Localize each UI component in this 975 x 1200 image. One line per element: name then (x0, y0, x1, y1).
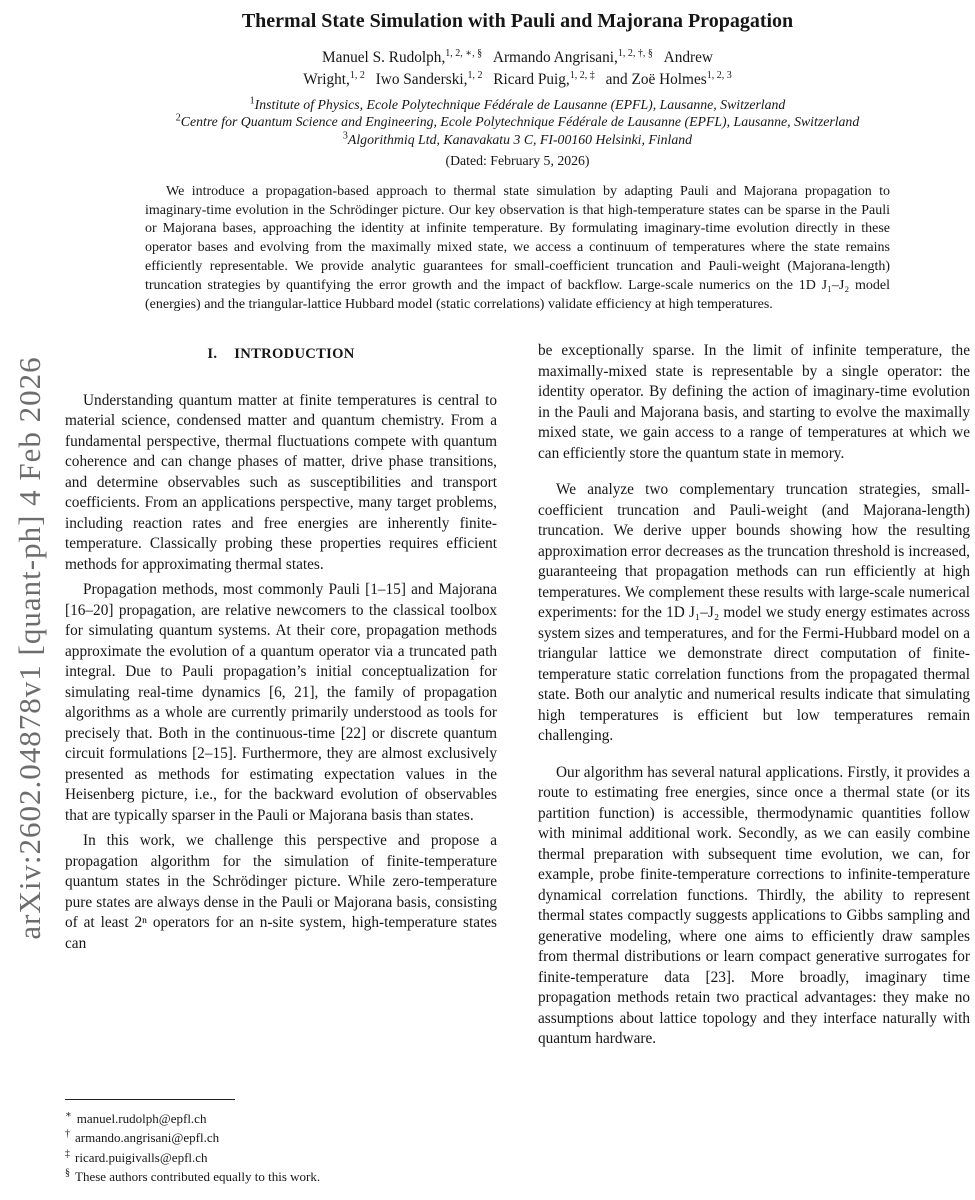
author-affiliation-marks: 1, 2, †, § (617, 47, 653, 59)
left-column (65, 341, 497, 1066)
author-name: Andrew (663, 49, 713, 66)
paragraph: In this work, we challenge this perspective and propose a propagation algorithm for the simulation of finite-temperature quantum states in the Schrödinger picture. While zero-temperature pure states are always dense in the Pauli or Majorana basis, consisting of at least 2ⁿ operators for an n-site system, high-temperature states can (65, 832, 497, 952)
paragraph: Understanding quantum matter at finite temperatures is central to material science, condensed matter and quantum chemistry. From a fundamental perspective, thermal fluctuations compete with quantum coherence and can change phases of matter, drive phase transitions, and determine observables such as susceptibilities and transport coefficients. From an applications perspective, many target problems, including reaction rates and free energies are inherently finite-temperature. Classically probing these properties requires efficient methods for approximating thermal states. (65, 391, 497, 573)
affiliation-number: 2 (175, 112, 181, 124)
footnote-marker: ∗ (65, 1109, 72, 1121)
footnote-item (65, 1128, 497, 1147)
footnote-marker: † (65, 1128, 70, 1140)
section-heading (65, 344, 497, 365)
section-title: INTRODUCTION (234, 346, 355, 363)
author-name: and Zoë Holmes (605, 70, 707, 88)
footnote-email: ricard.puigivalls@epfl.ch (75, 1149, 208, 1165)
author (303, 71, 365, 88)
footnote-marker: ‡ (65, 1148, 70, 1160)
affiliation-number: 3 (342, 130, 348, 141)
author-affiliation-marks: 1, 2, ∗, § (445, 47, 483, 59)
page-content (65, 0, 970, 1066)
author-affiliation-marks: 1, 2, 3 (706, 69, 732, 81)
author-affiliation-marks: 1, 2 (349, 69, 365, 81)
author-line (65, 69, 970, 91)
footnote-marker: § (65, 1167, 70, 1179)
author-name: Wright, (303, 70, 350, 88)
section-number: I. (207, 346, 218, 363)
footnote-item (65, 1109, 497, 1128)
author (493, 71, 594, 88)
paragraph: We analyze two complementary truncation strategies, small-coefficient truncation and Pauli-weight (and Majorana-length) truncation. We derive upper bounds showing how the resulting approximation error decreases as the truncation threshold is increased, guaranteeing that propagation methods can run efficiently at high temperatures. We complement these results with large-scale numerical experiments: for the 1D J₁–J₂ model we study energy estimates across system sizes and temperatures, and for the Fermi-Hubbard model on a triangular lattice we demonstrate direct computation of finite-temperature static correlation functions from the propagated thermal state. Both our analytic and numerical results indicate that simulating high temperatures is efficient but low temperatures remain challenging. (538, 481, 970, 745)
paragraph: Propagation methods, most commonly Pauli [1–15] and Majorana [16–20] propagation, are relative newcomers to the classical toolbox for simulating quantum systems. At their core, propagation methods approximate the evolution of a quantum operator via a truncated path integral. Due to Pauli propagation’s initial conceptualization for simulating real-time dynamics [6, 21], the family of propagation algorithms as a whole are currently primarily understood as tools for precisely that. Both in the continuous-time [22] or discrete quantum circuit formulations [2–15]. Furthermore, they are almost exclusively presented as methods for estimating expectation values in the Heisenberg picture, i.e., for the backward evolution of observables that are typically sparser in the Pauli or Majorana basis than states. (65, 581, 497, 824)
date-line: (Dated: February 5, 2026) (445, 152, 590, 168)
affiliation-text: Institute of Physics, Ecole Polytechnique Fédérale de Lausanne (EPFL), Lausanne, Switzerland (254, 97, 786, 112)
author-affiliation-marks: 1, 2, ‡ (569, 69, 595, 81)
paragraph: be exceptionally sparse. In the limit of infinite temperature, the maximally-mixed state is representable by a single operator: the identity operator. By defining the action of imaginary-time evolution in the Pauli and Majorana basis, and starting to evolve the maximally mixed state, we gain access to a range of temperatures at which we can efficiently store the quantum state in memory. (538, 342, 970, 462)
author-name: Ricard Puig, (493, 70, 570, 88)
affiliation-text: Algorithmiq Ltd, Kanavakatu 3 C, FI-00160 Helsinki, Finland (347, 131, 693, 147)
author (322, 49, 482, 66)
author-affiliation-marks: 1, 2 (467, 69, 483, 81)
footnote-item (65, 1167, 497, 1186)
right-column (538, 341, 970, 1066)
arxiv-watermark: arXiv:2602.04878v1 [quant-ph] 4 Feb 2026 (12, 356, 47, 940)
abstract-text: We introduce a propagation-based approach to thermal state simulation by adapting Pauli and Majorana propagation to imaginary-time evolution in the Schrödinger picture. Our key observation is that high-temperature states can be sparse in the Pauli or Majorana bases, approaching the identity at infinite temperature. By formulating imaginary-time evolution directly in these operator bases and evolving from the maximally mixed state, we access a continuum of temperatures where the state remains efficiently representable. We provide analytic guarantees for small-coefficient truncation and Pauli-weight (Majorana-length) truncation strategies by quantifying the error growth and the impact of backflow. Large-scale numerics on the 1D J₁–J₂ model (energies) and the triangular-lattice Hubbard model (static correlations) validate efficiency at high temperatures. (145, 183, 890, 312)
author-name: Iwo Sanderski, (375, 70, 468, 88)
affiliation-line (65, 131, 970, 148)
author-name: Manuel S. Rudolph, (322, 49, 446, 66)
two-column-body (65, 341, 970, 1066)
author (376, 71, 483, 88)
affiliation-block (65, 96, 970, 148)
affiliation-line (65, 113, 970, 130)
paragraph: Our algorithm has several natural applications. Firstly, it provides a route to estimating free energies, since once a thermal state (or its partition function) is accessible, thermodynamic quantities follow with minimal additional work. Secondly, as we can easily combine thermal preparation with subsequent time evolution, we can, for example, probe finite-temperature corrections to infinite-temperature dynamical correlation functions. Thirdly, the ability to represent thermal states compactly suggests applications to Gibbs sampling and generative modeling, where one aims to efficiently draw samples from thermal distributions or learn compact generative surrogates for finite-temperature data [23]. More broadly, imaginary time propagation methods retain two practical advantages: they make no assumptions about lattice topology and they interface naturally with quantum hardware. (538, 763, 970, 1048)
author-name: Armando Angrisani, (492, 49, 618, 66)
footnote-item (65, 1148, 497, 1167)
footnote-email: armando.angrisani@epfl.ch (75, 1130, 220, 1146)
footnote-email: manuel.rudolph@epfl.ch (76, 1111, 207, 1126)
author-line (65, 47, 970, 69)
footnote-block (65, 1099, 497, 1186)
affiliation-text: Centre for Quantum Science and Engineering, Ecole Polytechnique Fédérale de Lausanne (EPFL), Lausanne, Switzerland (180, 114, 860, 130)
footnote-rule (65, 1099, 235, 1100)
author (664, 49, 713, 66)
author (493, 49, 653, 66)
affiliation-line (65, 96, 970, 113)
author-block (65, 47, 970, 90)
footnote-text: These authors contributed equally to this work. (75, 1168, 321, 1184)
paper-title: Thermal State Simulation with Pauli and Majorana Propagation (241, 10, 794, 32)
author (606, 71, 732, 88)
affiliation-number: 1 (249, 95, 255, 107)
